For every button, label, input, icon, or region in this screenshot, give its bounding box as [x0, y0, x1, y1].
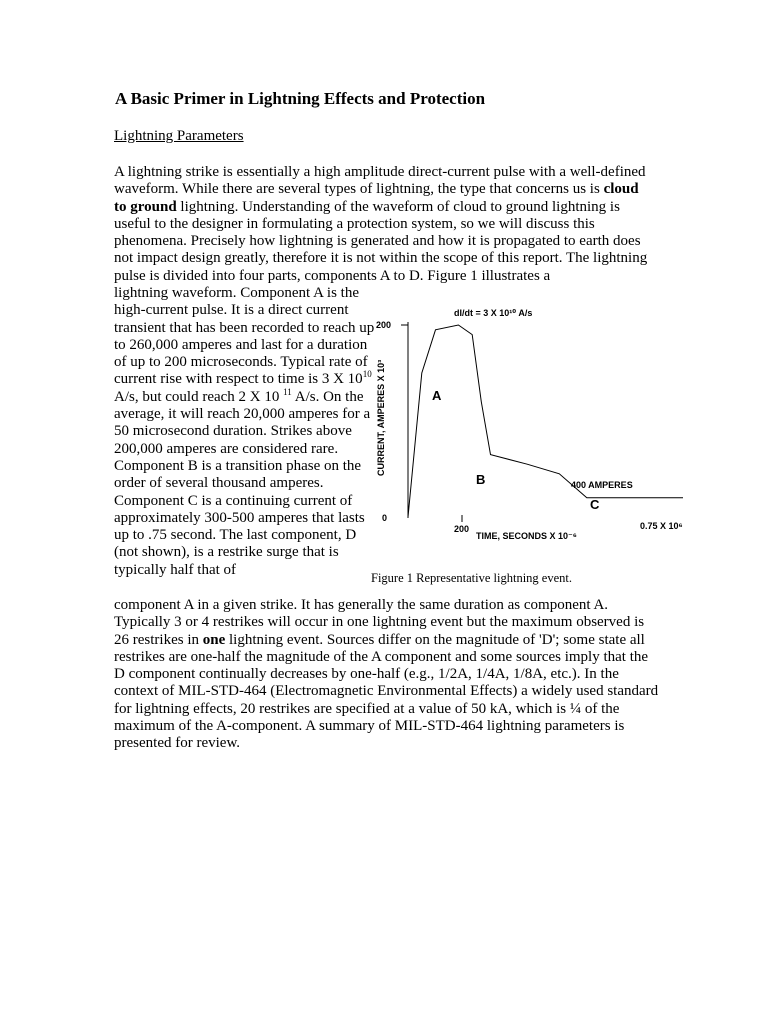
y-axis-label: CURRENT, AMPERES X 10³: [376, 359, 386, 476]
chart-title: dI/dt = 3 X 10¹⁰ A/s: [454, 308, 533, 318]
lightning-figure: [368, 300, 698, 550]
section-heading: Lightning Parameters: [114, 128, 244, 144]
intro-paragraph: [114, 164, 654, 285]
y-tick-label-200: 200: [376, 320, 392, 330]
waveform-line: [408, 325, 683, 517]
intro-text-2: lightning. Understanding of the waveform of cloud to ground lightning is useful to the designer in formulating a protection system, so we will discuss this phenomena. Precisely how lightning is generated and how it is propagated to earth does not impact design greatly, therefore it is not within the scope of this report. The lightning pulse is divided into four parts, components A to D. Figure 1 illustrates a: [114, 198, 648, 284]
wrap-text-1: lightning waveform. Component A is the high-current pulse. It is a direct current transient that has been recorded to reach up to 260,000 amperes and last for a duration of up to 200 microseconds. Typical rate of current rise with respect to time is 3 X 10: [114, 285, 375, 388]
label-400-amperes: 400 AMPERES: [571, 480, 633, 490]
wrapped-paragraph: [114, 285, 376, 579]
after-bold-one: one: [202, 631, 226, 648]
after-text-1: component A in a given strike. It has generally the same duration as component A. Typically 3 or 4 restrikes will occur in one lightning event but the maximum observed is 26 restrikes in: [114, 597, 645, 648]
x-axis-label: TIME, SECONDS X 10⁻⁶: [476, 531, 577, 541]
figure-caption: Figure 1 Representative lightning event.: [371, 571, 572, 585]
intro-bold-cloud-to-ground: cloud to ground: [114, 181, 639, 215]
wrap-text-2: A/s, but could reach 2 X 10: [114, 388, 284, 405]
document-title: A Basic Primer in Lightning Effects and Protection: [115, 89, 486, 108]
continuation-paragraph: [114, 597, 659, 753]
x-tick-label-end: 0.75 X 10⁶: [640, 521, 683, 531]
after-text-2: lightning event. Sources differ on the magnitude of 'D'; some state all restrikes are one-half the magnitude of the A component and some sources imply that the D component continually decreases by one-half (e.g., 1/2A, 1/4A, 1/8A, etc.). In the context of MIL-STD-464 (Electromagnetic Environmental Effects) a widely used standard for lightning effects, 20 restrikes are specified at a value of 50 kA, which is ¼ of the maximum of the A-component. A summary of MIL-STD-464 lightning parameters is presented for review.: [114, 631, 659, 752]
label-component-c: C: [590, 497, 600, 512]
label-component-b: B: [476, 472, 486, 487]
lightning-chart: [368, 300, 698, 545]
label-component-a: A: [432, 388, 442, 403]
wrap-text-3: A/s. On the average, it will reach 20,000 amperes for a 50 microsecond duration. Strikes above 200,000 amperes are considered rare. Component B is a transition phase on the order of several thousand amperes. Component C is a continuing current of approximately 300-500 amperes that lasts up to .75 second. The last component, D (not shown), is a restrike surge that is typically half that of: [114, 388, 371, 578]
x-tick-label-200: 200: [454, 524, 470, 534]
wrap-superscript-1: 10: [362, 369, 372, 380]
wrap-superscript-2: 11: [283, 386, 292, 397]
intro-text-1: A lightning strike is essentially a high amplitude direct-current pulse with a well-defined waveform. While there are several types of lightning, the type that concerns us is: [114, 164, 646, 198]
y-tick-label-0: 0: [382, 513, 388, 523]
